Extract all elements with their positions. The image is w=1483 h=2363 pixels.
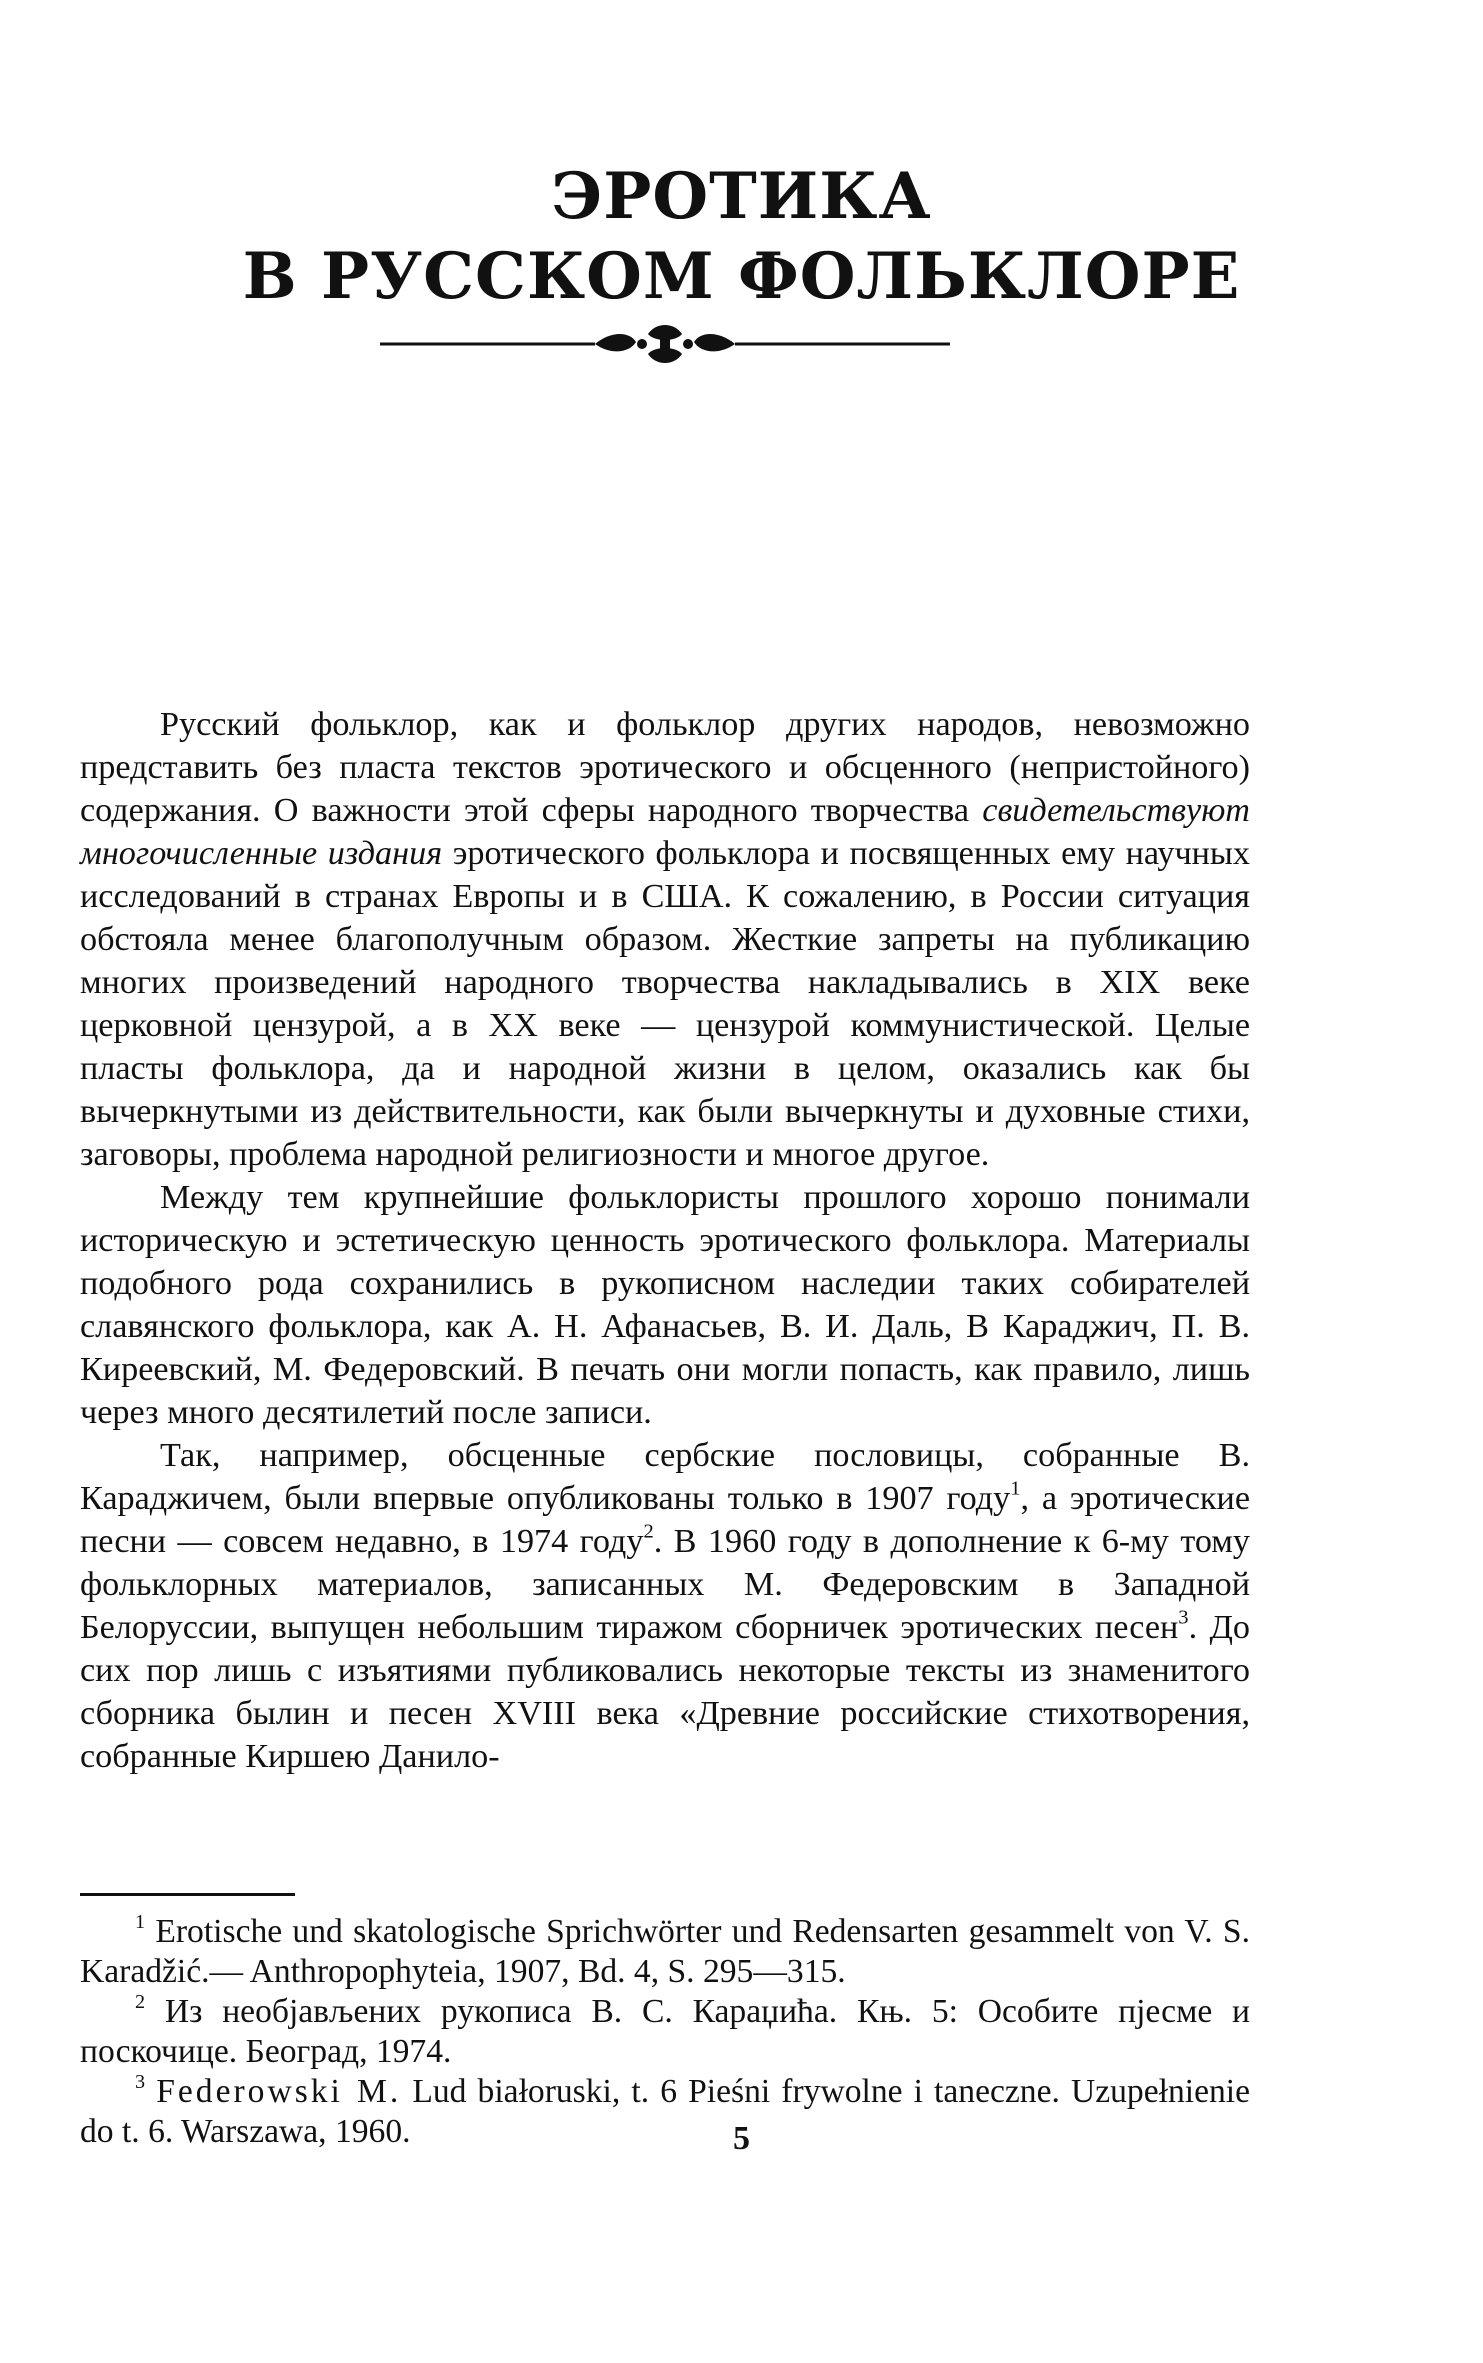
footnote-author: Federowski M. xyxy=(156,2073,402,2110)
footnotes xyxy=(80,1912,1250,2152)
ornament-divider-icon xyxy=(380,320,950,368)
footnote-ref-2[interactable]: 2 xyxy=(643,1520,654,1543)
footnote-text: Из необјављених рукописа В. С. Караџића. Књ. 5: Особите пјесме и поскочице. Београд, 1974. xyxy=(80,1993,1250,2070)
footnote-2 xyxy=(80,1992,1250,2072)
footnote-number: 1 xyxy=(135,1910,146,1933)
paragraph-3: Так, например, обсценные сербские пословицы, собранные В. Караджичем, были впервые опубликованы только в 1907 году$^1$, а эротические песни — совсем недавно, в 1974 году$^2$. В 1960 году в дополнение к 6-му тому фольклорных материалов, записанных М. Федеровским в Западной Белоруссии, выпущен небольшим тиражом сборничек эротических песен$^3$. До сих пор лишь с изъятиями публиковались некоторые тексты из знаменитого сборника былин и песен XVIII века «Древние российские стихотворения, собранные Киршею Данило- xyxy=(80,1437,1251,1775)
footnote-separator xyxy=(80,1893,295,1896)
footnote-number: 3 xyxy=(135,2070,146,2093)
italic-phrase: свидетельствуют многочисленные издания xyxy=(80,792,1250,872)
footnote-1 xyxy=(80,1912,1250,1992)
page-number: 5 xyxy=(733,2120,750,2157)
body-text xyxy=(80,703,1250,1778)
footnote-ref-1[interactable]: 1 xyxy=(1010,1477,1021,1500)
paragraph-1: Русский фольклор, как и фольклор других народов, невозможно представить без пласта текстов эротического и обсценного (непристойного) содержания. О важности этой сферы народного творчества свидетельствуют многочисленные издания эротического фольклора и посвященных ему научных исследований в странах Европы и в США. К сожалению, в России ситуация обстояла менее благополучным образом. Жесткие запреты на публикацию многих произведений народного творчества накладывались в XIX веке церковной цензурой, а в XX веке — цензурой коммунистической. Целые пласты фольклора, да и народной жизни в целом, оказались как бы вычеркнутыми из действительности, как были вычеркнуты и духовные стихи, заговоры, проблема народной религиозности и многое другое. xyxy=(80,706,1250,1173)
footnote-ref-3[interactable]: 3 xyxy=(1178,1606,1189,1629)
footnote-number: 2 xyxy=(135,1990,146,2013)
footnote-text: Erotische und skatologische Sprichwörter und Redensarten gesammelt von V. S. Karadžić.— Anthropophyteia, 1907, Bd. 4, S. 295—315. xyxy=(80,1913,1250,1990)
footnote-text: Lud białoruski, t. 6 Pieśni frywolne i taneczne. Uzupełnienie do t. 6. Warszawa, 1960. xyxy=(80,2073,1250,2150)
chapter-title-line-2: В РУССКОМ ФОЛЬКЛОРЕ xyxy=(242,239,1241,314)
paragraph-2: Между тем крупнейшие фольклористы прошлого хорошо понимали историческую и эстетическую ценность эротического фольклора. Материалы подобного рода сохранились в рукописном наследии таких собирателей славянского фольклора, как А. Н. Афанасьев, В. И. Даль, В Караджич, П. В. Киреевский, М. Федеровский. В печать они могли попасть, как правило, лишь через много десятилетий после записи. xyxy=(80,1179,1250,1431)
chapter-title-line-1: ЭРОТИКА xyxy=(551,159,932,234)
